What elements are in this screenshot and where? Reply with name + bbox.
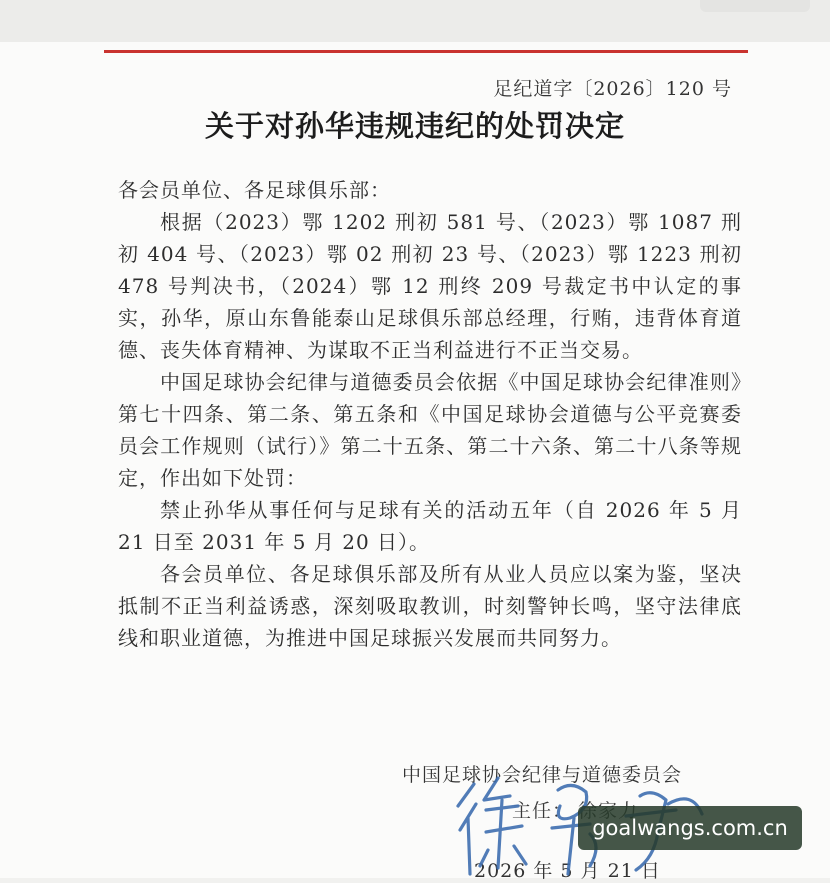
document-number: 足纪道字〔2026〕120 号 [493, 78, 732, 100]
document-body [118, 174, 742, 654]
salutation: 各会员单位、各足球俱乐部： [118, 178, 391, 202]
top-margin-strip [0, 0, 830, 42]
watermark-badge: goalwangs.com.cn [578, 806, 802, 850]
paragraph-basis: 中国足球协会纪律与道德委员会依据《中国足球协会纪律准则》第七十四条、第二条、第五条和《中国足球协会道德与公平竞赛委员会工作规则（试行）》第二十五条、第二十六条、第二十八条等规定，作出如下处罚： [118, 370, 742, 490]
paragraph-facts: 根据（2023）鄂 1202 刑初 581 号、（2023）鄂 1087 刑初 404 号、（2023）鄂 02 刑初 23 号、（2023）鄂 1223 刑初 478 号判决书，（2024）鄂 12 刑终 209 号裁定书中认定的事实，孙华，原山东鲁能泰山足球俱乐部总经理，行贿，违背体育道德、丧失体育精神、为谋取不正当利益进行不正当交易。 [118, 210, 742, 362]
document-title: 关于对孙华违规违纪的处罚决定 [204, 109, 625, 143]
top-tab-edge [700, 0, 810, 12]
signing-date: 2026 年 5 月 21 日 [474, 860, 661, 882]
paragraph-warning: 各会员单位、各足球俱乐部及所有从业人员应以案为鉴，坚决抵制不正当利益诱惑，深刻吸取教训，时刻警钟长鸣，坚守法律底线和职业道德，为推进中国足球振兴发展而共同努力。 [118, 562, 742, 650]
paragraph-penalty: 禁止孙华从事任何与足球有关的活动五年（自 2026 年 5 月 21 日至 2031 年 5 月 20 日）。 [118, 498, 742, 554]
red-header-rule [104, 50, 748, 53]
issuer-name: 中国足球协会纪律与道德委员会 [402, 764, 683, 786]
director-title: 主任： [512, 800, 573, 822]
